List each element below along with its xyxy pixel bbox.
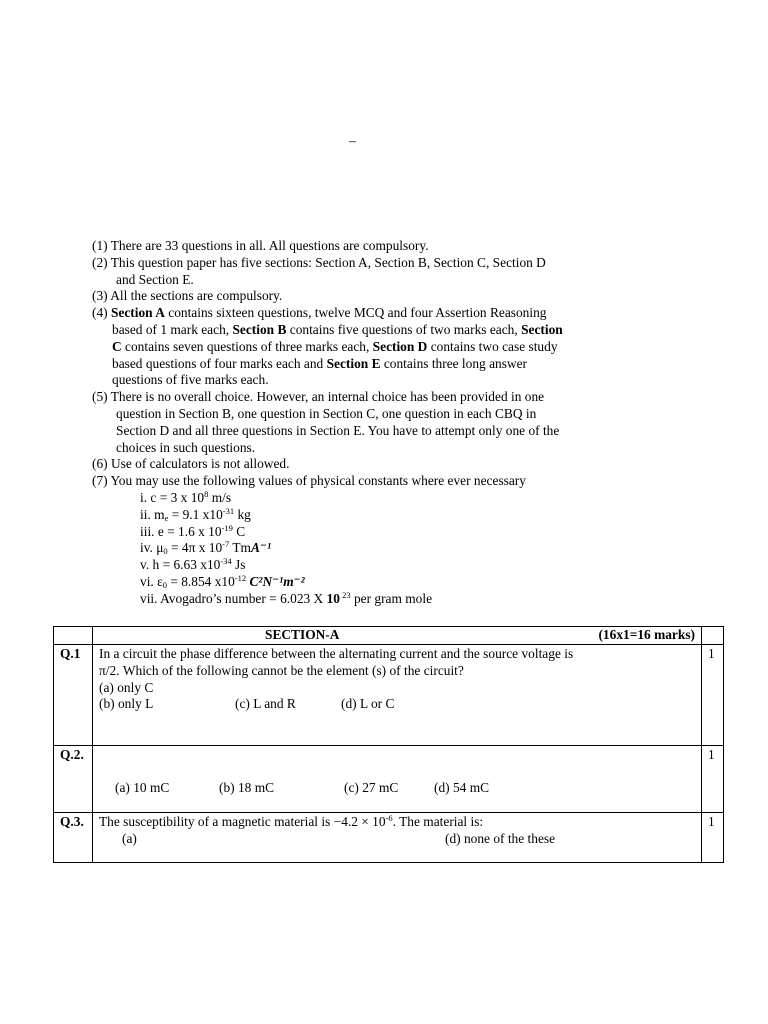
option-a: (a) (122, 830, 137, 846)
question-number: Q.1 (54, 645, 93, 746)
instruction-5-cont: Section D and all three questions in Section E. You have to attempt only one of the (116, 422, 560, 438)
options-row (99, 696, 695, 713)
option-b: (b) 18 mC (219, 780, 275, 795)
constant-planck: v. h = 6.63 $x10^{-34}$ Js (140, 556, 246, 573)
option-b: (b) only L (99, 696, 154, 712)
instruction-5-cont: question in Section B, one question in Section C, one question in each CBQ in (116, 405, 537, 421)
general-instructions (92, 238, 652, 608)
section-marks: (16x1=16 marks) (598, 627, 695, 642)
question-number: Q.2. (54, 746, 93, 813)
instruction-4-cont: based of 1 mark each, Section B contains five questions of two marks each, Section (112, 321, 563, 337)
option-a: (a) only C (99, 679, 154, 695)
question-marks: 1 (702, 813, 724, 863)
instruction-1: (1) There are 33 questions in all. All questions are compulsory. (92, 238, 429, 253)
instruction-4-cont: based questions of four marks each and Section E contains three long answer (112, 355, 528, 371)
instruction-5-cont: choices in such questions. (116, 439, 256, 455)
question-line: The susceptibility of a magnetic material is $-4.2 \times 10^{-6}$. The material is: (99, 813, 484, 829)
option-c: (c) 27 mC (344, 780, 399, 795)
option-d: (d) 54 mC (434, 780, 490, 795)
option-d: (d) none of the these (445, 830, 556, 846)
instruction-5: (5) There is no overall choice. However, an internal choice has been provided in one (92, 389, 545, 405)
question-row (54, 746, 724, 813)
instruction-4: (4) Section A contains sixteen questions, twelve MCQ and four Assertion Reasoning (92, 305, 547, 321)
instruction-7: (7) You may use the following values of physical constants where ever necessary (92, 473, 526, 489)
instruction-6: (6) Use of calculators is not allowed. (92, 456, 290, 472)
constant-electron-mass: ii. $m_e = 9.1$ $x10^{-31}$ kg (140, 505, 251, 523)
constant-electron-charge: iii. e = 1.6 x $10^{-19}$ C (140, 522, 246, 539)
question-marks: 1 (702, 645, 724, 746)
instruction-4-cont: questions of five marks each. (112, 372, 269, 388)
constant-avogadro: vii. Avogadro’s number = 6.023 X 10 $^{23}$ per gram mole (140, 589, 433, 606)
option-c: (c) L and R (235, 696, 296, 712)
options-row (99, 780, 695, 797)
instruction-2: (2) This question paper has five sections: Section A, Section B, Section C, Section D (92, 254, 546, 270)
section-header-row (54, 627, 724, 645)
instruction-2-cont: and Section E. (116, 271, 194, 287)
question-line: In a circuit the phase difference between the alternating current and the source voltage is (99, 646, 574, 661)
question-row (54, 645, 724, 746)
options-row (99, 831, 695, 848)
constant-permittivity: vi. $\varepsilon_0 = 8.854$ $x10^{-12}$ C²N⁻¹m⁻² (140, 572, 305, 590)
instruction-3: (3) All the sections are compulsory. (92, 288, 283, 304)
option-d: (d) L or C (341, 696, 395, 712)
section-a-table (53, 626, 724, 863)
question-text (93, 746, 702, 813)
constant-permeability: iv. $\mu_0 = 4\pi$ x $10^{-7}$ TmA⁻¹ (140, 539, 271, 557)
question-row (54, 813, 724, 863)
option-a: (a) 10 mC (115, 780, 170, 795)
question-marks: 1 (702, 746, 724, 813)
question-text (93, 813, 702, 863)
question-line: π/2. Which of the following cannot be the element (s) of the circuit? (99, 662, 464, 678)
section-title: SECTION-A (265, 627, 340, 642)
constant-speed-of-light: i. c = 3 x $10^8$ m/s (140, 488, 232, 505)
question-number: Q.3. (54, 813, 93, 863)
instruction-4-cont: C contains seven questions of three marks each, Section D contains two case study (112, 338, 558, 354)
question-text (93, 645, 702, 746)
header-dash: – (349, 134, 356, 149)
